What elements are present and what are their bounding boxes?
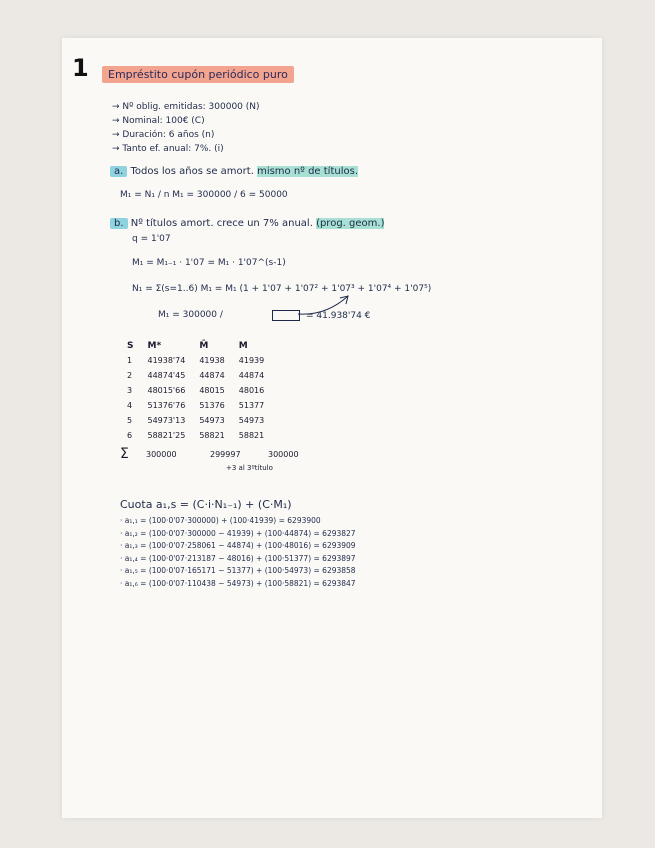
given-item: → Nº oblig. emitidas: 300000 (N) [112, 102, 260, 112]
section-b-q: q = 1'07 [132, 234, 171, 244]
sum-value: 299997 [210, 450, 241, 459]
section-b-eq3-left: M₁ = 300000 / [158, 310, 223, 320]
cuota-line: · a₁,₅ = (100·0'07·165171 − 51377) + (100·54973) = 6293858 [120, 566, 356, 575]
sum-value: 300000 [146, 450, 177, 459]
cuota-section [120, 498, 356, 590]
column-header: M̄ [199, 340, 209, 351]
table-row [120, 413, 271, 428]
problem-title: Empréstito cupón periódico puro [102, 66, 294, 83]
table-row [120, 383, 271, 398]
table-cell: 48015'66 [147, 386, 186, 395]
table-cell: 2 [127, 371, 133, 380]
table-cell: 58821'25 [147, 431, 186, 440]
table-cell: 48016 [238, 386, 265, 395]
table-cell: 54973 [238, 416, 265, 425]
table-cell: 54973 [199, 416, 225, 425]
sum-note: +3 al 3ºtítulo [226, 464, 273, 472]
table-cell: 41938 [199, 356, 225, 365]
section-a-text: Todos los años se amort. [130, 166, 254, 177]
column-header: M* [147, 340, 162, 351]
table-cell: 41938'74 [147, 356, 186, 365]
given-item: → Nominal: 100€ (C) [112, 116, 205, 126]
givens-list [112, 100, 260, 156]
table-header-row [120, 338, 271, 353]
sum-symbol: Σ [120, 446, 129, 462]
table-cell: 54973'13 [147, 416, 186, 425]
section-b-eq2: N₁ = Σ(s=1..6) M₁ = M₁ (1 + 1'07 + 1'07² + 1'07³ + 1'07⁴ + 1'07⁵) [132, 284, 432, 294]
column-header: M [238, 340, 248, 351]
cuota-line: · a₁,₄ = (100·0'07·213187 − 48016) + (100·51377) = 6293897 [120, 553, 356, 563]
sum-value: 300000 [268, 450, 299, 459]
problem-number: 1 [72, 54, 89, 82]
section-a-letter: a. [110, 166, 127, 177]
table-cell: 44874 [199, 371, 225, 380]
cuota-line: · a₁,₃ = (100·0'07·258061 − 44874) + (100·48016) = 6293909 [120, 541, 356, 550]
cuota-line: · a₁,₂ = (100·0'07·300000 − 41939) + (100·44874) = 6293827 [120, 528, 356, 538]
notebook-page [62, 38, 602, 818]
section-b-eq1: M₁ = M₁₋₁ · 1'07 = M₁ · 1'07^(s-1) [132, 258, 286, 268]
table-cell: 3 [127, 386, 133, 395]
given-item: → Duración: 6 años (n) [112, 130, 215, 140]
given-item: → Tanto ef. anual: 7%. (i) [112, 144, 224, 154]
section-b-heading [110, 218, 384, 229]
table-cell: 58821 [238, 431, 265, 440]
table-cell: 6 [127, 431, 133, 440]
table-cell: 1 [127, 356, 133, 365]
table-cell: 51376 [199, 401, 225, 410]
column-header: S [127, 340, 134, 351]
section-b-letter: b. [110, 218, 128, 229]
table-row [120, 428, 271, 443]
table-cell: 4 [127, 401, 133, 410]
table-row [120, 398, 271, 413]
section-b-highlight: (prog. geom.) [316, 218, 385, 229]
cuota-line: · a₁,₁ = (100·0'07·300000) + (100·41939) = 6293900 [120, 516, 321, 525]
section-a-formula: M₁ = N₁ / n M₁ = 300000 / 6 = 50000 [120, 190, 288, 200]
table-cell: 58821 [199, 431, 225, 440]
section-b-eq3-right: = 41.938'74 € [306, 311, 371, 321]
section-a-heading [110, 166, 358, 177]
amortization-table [120, 338, 271, 443]
table-cell: 5 [127, 416, 133, 425]
cuota-line: · a₁,₆ = (100·0'07·110438 − 54973) + (100·58821) = 6293847 [120, 578, 356, 588]
section-b-text: Nº títulos amort. crece un 7% anual. [130, 218, 313, 229]
table-cell: 51376'76 [147, 401, 186, 410]
table-cell: 41939 [238, 356, 265, 365]
section-a-highlight: mismo nº de títulos. [257, 166, 358, 177]
table-cell: 44874 [238, 371, 265, 380]
table-row [120, 353, 271, 368]
cuota-heading: Cuota a₁,s = (C·i·N₁₋₁) + (C·M₁) [120, 498, 292, 511]
table-row [120, 368, 271, 383]
table-cell: 44874'45 [147, 371, 186, 380]
table-cell: 51377 [238, 401, 265, 410]
table-cell: 48015 [199, 386, 225, 395]
